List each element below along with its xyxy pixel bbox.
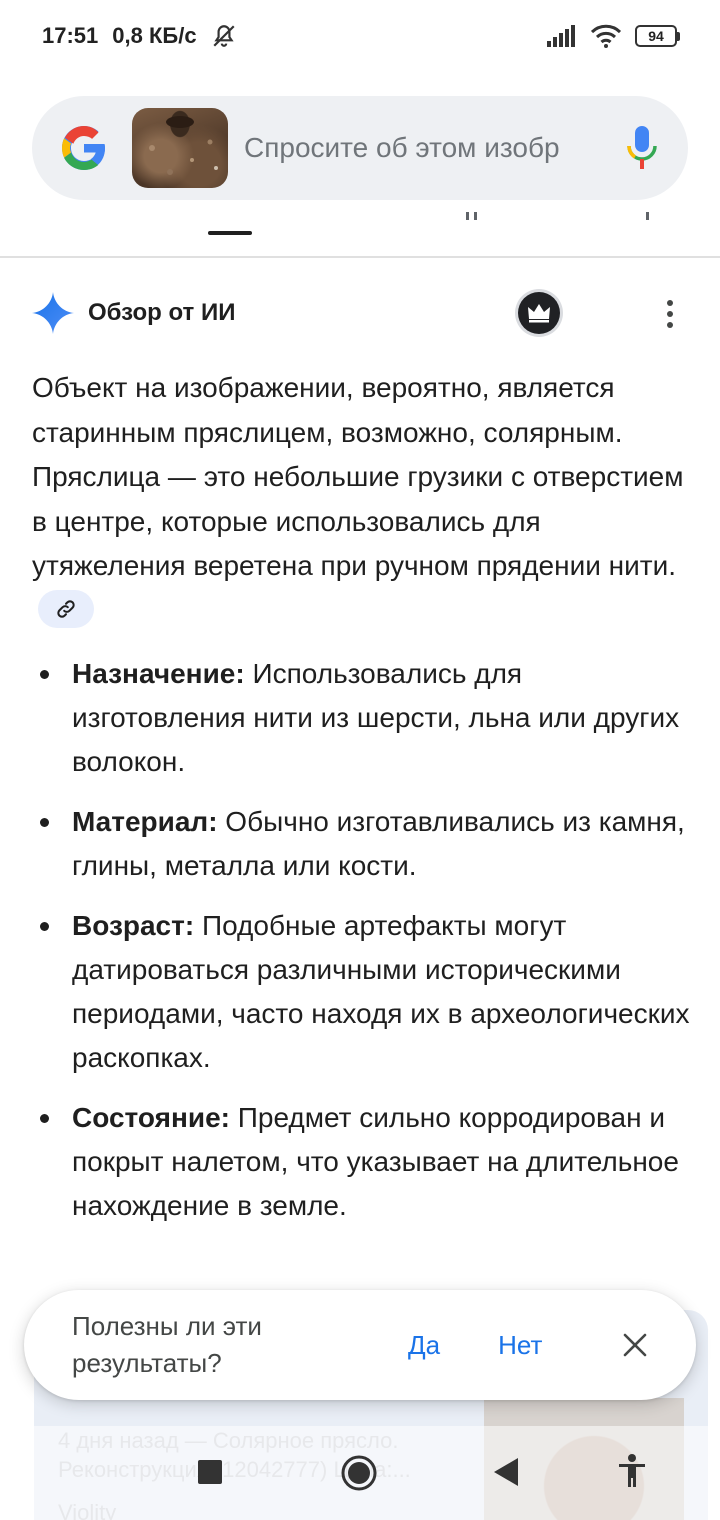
crown-badge-icon[interactable] [518,292,560,334]
feedback-question: Полезны ли эти результаты? [72,1311,262,1378]
link-icon [55,598,77,620]
feedback-yes-button[interactable]: Да [408,1329,441,1360]
bullet-text: Использовались для изготовления нити из шерсти, льна или других волокон. [72,658,680,777]
ai-overview-intro [32,366,692,633]
accessibility-icon[interactable] [618,1454,646,1488]
source-link-chip[interactable] [38,590,94,628]
status-bar [0,0,720,72]
wifi-icon [591,24,621,48]
ai-overview-header [32,290,688,336]
home-icon[interactable] [340,1454,378,1492]
bullet-text: Предмет сильно корродирован и покрыт налетом, что указывает на длительное нахождение в земле. [72,1102,679,1221]
list-item [32,904,692,1080]
list-item [32,652,692,784]
bullet-label: Состояние: [72,1102,230,1133]
feedback-no-button[interactable]: Нет [498,1329,543,1360]
tab-fragment-icon [646,212,658,220]
bullet-text: Подобные артефакты могут датироваться различными историческими периодами, часто находя их в археологических раскопках. [72,910,690,1073]
ai-overview-bullets [32,652,692,1244]
ai-overview-title: Обзор от ИИ [88,299,236,326]
back-icon[interactable] [494,1458,518,1486]
intro-text: Объект на изображении, вероятно, является старинным пряслицем, возможно, солярным. Пряслица — это небольшие грузики с отверстием в центре, которые использовались для утяжеления веретена при ручном прядении нити. [32,372,684,581]
search-bar[interactable] [32,96,688,200]
system-nav-bar [0,1426,720,1520]
gemini-sparkle-icon [32,292,74,334]
status-network-speed: 0,8 КБ/с [112,23,197,48]
query-image-thumbnail[interactable] [132,108,228,188]
signal-icon [547,25,577,47]
active-tab-indicator [208,231,252,235]
bullet-text: Обычно изготавливались из камня, глины, металла или кости. [72,806,685,881]
bullet-label: Возраст: [72,910,195,941]
search-input[interactable] [244,132,576,164]
list-item [32,1096,692,1228]
status-time: 17:51 [42,23,99,48]
close-icon[interactable] [622,1332,648,1358]
tab-strip [0,200,720,258]
recent-apps-icon[interactable] [198,1460,222,1484]
bell-off-icon [211,23,237,49]
tab-fragment-icon [466,212,478,220]
bullet-label: Материал: [72,806,218,837]
battery-level: 94 [635,25,677,47]
list-item [32,800,692,888]
battery-indicator [635,25,680,47]
more-options-icon[interactable] [660,298,680,330]
google-logo-icon[interactable] [60,124,108,172]
bullet-label: Назначение: [72,658,245,689]
feedback-popup [24,1290,696,1400]
microphone-icon[interactable] [624,124,660,172]
